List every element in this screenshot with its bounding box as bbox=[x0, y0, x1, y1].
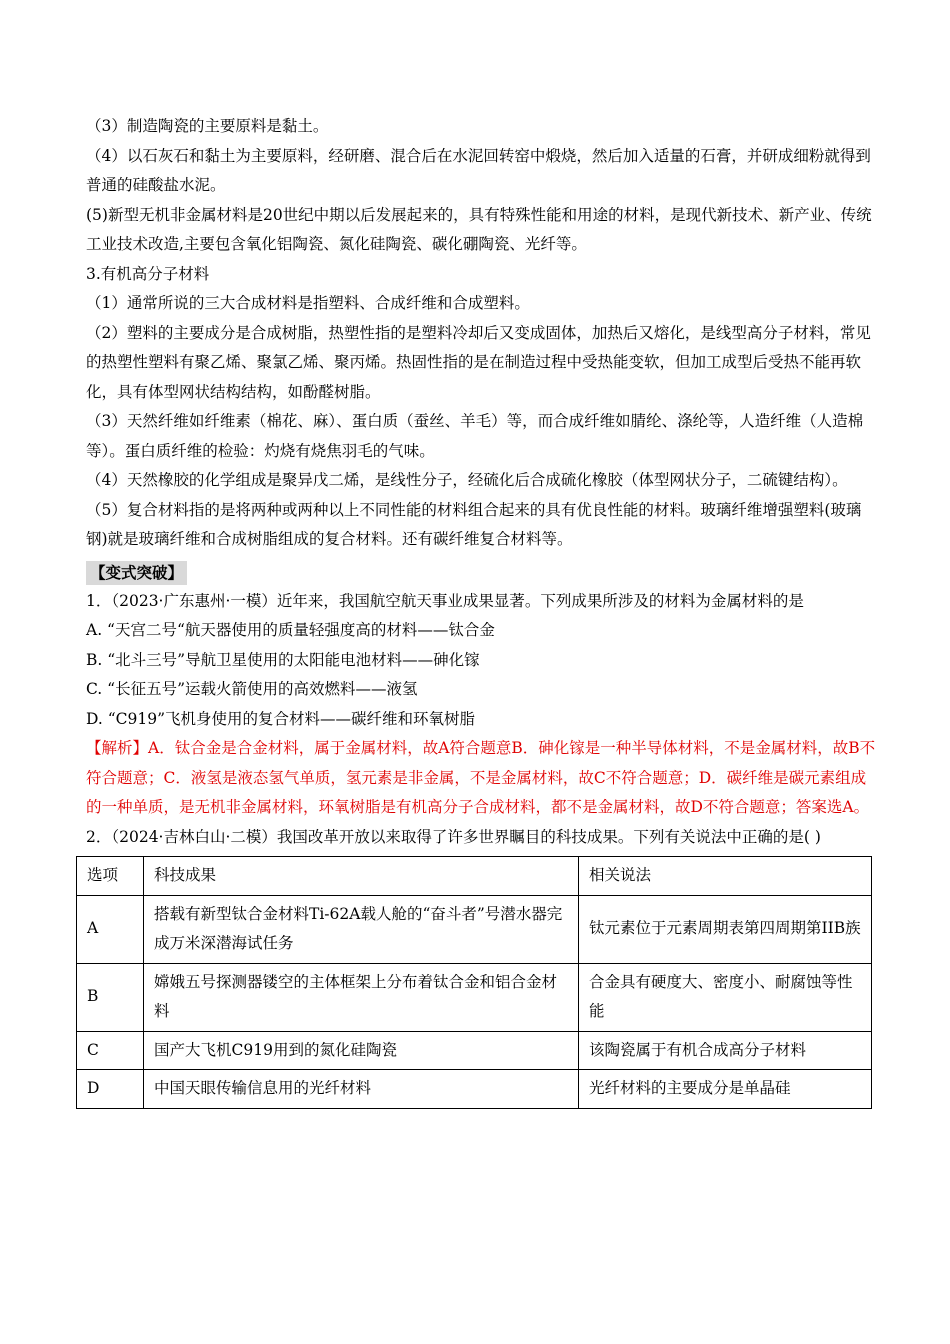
question-1-option-d: D. “C919”飞机身使用的复合材料——碳纤维和环氧树脂 bbox=[86, 709, 476, 728]
table-header-cell: 选项 bbox=[77, 857, 144, 896]
paragraph-ceramic-clay: （3）制造陶瓷的主要原料是黏土。 bbox=[86, 117, 329, 135]
paragraph-composites: （5）复合材料指的是将两种或两种以上不同性能的材料组合起来的具有优良性能的材料。玻璃纤维增强塑料(玻璃钢)就是玻璃纤维和合成树脂组成的复合材料。还有碳纤维复合材料等。 bbox=[86, 500, 862, 548]
table-row bbox=[77, 1031, 872, 1070]
paragraph-rubber: （4）天然橡胶的化学组成是聚异戊二烯，是线性分子，经硫化后合成硫化橡胶（体型网状分子，二硫键结构）。 bbox=[86, 471, 848, 489]
paragraph-fibers: （3）天然纤维如纤维素（棉花、麻）、蛋白质（蚕丝、羊毛）等，而合成纤维如腈纶、涤纶等，人造纤维（人造棉等）。蛋白质纤维的检验：灼烧有烧焦羽毛的气味。 bbox=[86, 412, 864, 460]
question-2 bbox=[86, 823, 876, 1109]
paragraph-group-top bbox=[86, 112, 876, 555]
paragraph-new-inorganic: (5)新型无机非金属材料是20世纪中期以后发展起来的，具有特殊性能和用途的材料，是现代新技术、新产业、传统工业技术改造,主要包含氧化铝陶瓷、氮化硅陶瓷、碳化硼陶瓷、光纤等。 bbox=[86, 205, 872, 253]
table-header-row bbox=[77, 857, 872, 896]
question-2-stem: 2．（2024·吉林白山·二模）我国改革开放以来取得了许多世界瞩目的科技成果。下列有关说法中正确的是( ) bbox=[86, 827, 821, 846]
paragraph-cement: （4）以石灰石和黏土为主要原料，经研磨、混合后在水泥回转窑中煅烧，然后加入适量的石膏，并研成细粉就得到普通的硅酸盐水泥。 bbox=[86, 146, 871, 194]
table-cell-option: C bbox=[77, 1031, 144, 1070]
table-cell-statement: 钛元素位于元素周期表第四周期第IIB族 bbox=[579, 895, 872, 963]
table-cell-option: B bbox=[77, 963, 144, 1031]
subheading-organic-polymer: 3.有机高分子材料 bbox=[86, 264, 210, 283]
question-1 bbox=[86, 587, 876, 823]
table-header-cell: 科技成果 bbox=[144, 857, 579, 896]
table-row bbox=[77, 963, 872, 1031]
table-cell-statement: 合金具有硬度大、密度小、耐腐蚀等性能 bbox=[579, 963, 872, 1031]
table-cell-achievement: 嫦娥五号探测器镂空的主体框架上分布着钛合金和铝合金材料 bbox=[144, 963, 579, 1031]
paragraph-plastics: （2）塑料的主要成分是合成树脂，热塑性指的是塑料冷却后又变成固体，加热后又熔化，是线型高分子材料，常见的热塑性塑料有聚乙烯、聚氯乙烯、聚丙烯。热固性指的是在制造过程中受热能变软，但加工成型后受热不能再软化，具有体型网状结构结构，如酚醛树脂。 bbox=[86, 323, 871, 401]
table-header-cell: 相关说法 bbox=[579, 857, 872, 896]
table-row bbox=[77, 1070, 872, 1109]
table-cell-achievement: 搭载有新型钛合金材料Ti-62A载人舱的“奋斗者”号潜水器完成万米深潜海试任务 bbox=[144, 895, 579, 963]
question-1-stem: 1．（2023·广东惠州·一模）近年来，我国航空航天事业成果显著。下列成果所涉及的材料为金属材料的是 bbox=[86, 591, 804, 610]
section-heading-wrap bbox=[86, 555, 876, 587]
question-1-option-c: C. “长征五号”运载火箭使用的高效燃料——液氢 bbox=[86, 680, 418, 698]
section-heading: 【变式突破】 bbox=[86, 561, 187, 585]
question-1-analysis: 【解析】A．钛合金是合金材料，属于金属材料，故A符合题意B．砷化镓是一种半导体材料，不是金属材料，故B不符合题意；C．液氢是液态氢气单质，氢元素是非金属，不是金属材料，故C不符合题意；D．碳纤维是碳元素组成的一种单质，是无机非金属材料，环氧树脂是有机高分子合成材料，都不是金属材料，故D不符合题意；答案选A。 bbox=[86, 739, 876, 816]
question-1-option-a: A. “天宫二号“航天器使用的质量轻强度高的材料——钛合金 bbox=[86, 621, 495, 639]
question-2-table bbox=[76, 856, 872, 1109]
table-cell-statement: 光纤材料的主要成分是单晶硅 bbox=[579, 1070, 872, 1109]
question-1-option-b: B. “北斗三号”导航卫星使用的太阳能电池材料——砷化镓 bbox=[86, 650, 480, 669]
table-cell-option: D bbox=[77, 1070, 144, 1109]
table-row bbox=[77, 895, 872, 963]
table-cell-achievement: 中国天眼传输信息用的光纤材料 bbox=[144, 1070, 579, 1109]
table-cell-achievement: 国产大飞机C919用到的氮化硅陶瓷 bbox=[144, 1031, 579, 1070]
paragraph-three-synthetics: （1）通常所说的三大合成材料是指塑料、合成纤维和合成塑料。 bbox=[86, 294, 530, 312]
document-page bbox=[86, 112, 876, 1109]
table-cell-option: A bbox=[77, 895, 144, 963]
table-cell-statement: 该陶瓷属于有机合成高分子材料 bbox=[579, 1031, 872, 1070]
